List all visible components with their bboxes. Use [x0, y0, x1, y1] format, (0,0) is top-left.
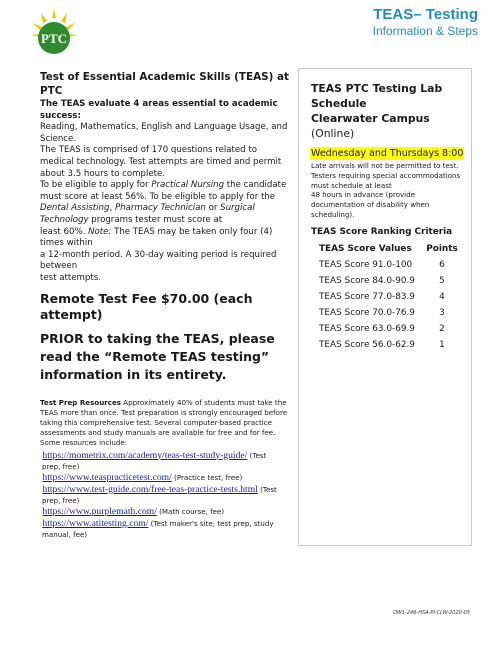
schedule-title-line: TEAS PTC Testing Lab: [311, 82, 443, 95]
prior-notice: PRIOR to taking the TEAS, please read the “Remote TEAS testing” information in its entirety.: [40, 330, 275, 382]
late-line: scheduling).: [311, 209, 355, 219]
remote-test-fee: Remote Test Fee $70.00 (each attempt): [40, 290, 253, 322]
late-line: must schedule at least: [311, 180, 392, 190]
score-range: TEAS Score 84.0-90.9: [319, 275, 415, 286]
eligible-text: the candidate must score at least 56%. To be eligible to apply for the: [40, 180, 287, 202]
link-note: prep, free): [42, 461, 80, 471]
link-note: (Test: [247, 450, 267, 460]
score-range: TEAS Score 70.0-76.9: [319, 307, 415, 318]
resource-link-item: [40, 484, 292, 506]
areas-list: Reading, Mathematics, English and Language Usage, and Science.: [40, 122, 288, 144]
late-line: Testers requiring special accommodations: [311, 170, 461, 180]
areas-bold: The TEAS evaluate 4 areas essential to academic success:: [40, 99, 278, 121]
areas-paragraph: [40, 99, 292, 145]
table-row: [311, 321, 461, 337]
note-text: The TEAS may be taken only four (4) times within: [40, 226, 273, 249]
score-table: [311, 241, 461, 353]
resource-link-item: [40, 472, 292, 484]
score-points: 4: [439, 291, 445, 302]
note-label: Note:: [88, 226, 112, 237]
link-test-guide[interactable]: https://www.test-guide.com/free-teas-practice-tests.html: [42, 483, 258, 495]
schedule-title-line: Schedule: [311, 97, 367, 110]
late-line: Late arrivals will not be permitted to test.: [311, 161, 459, 170]
link-note: manual, fee): [42, 529, 88, 539]
table-row: [311, 289, 461, 305]
link-mometrix[interactable]: https://mometrix.com/academy/teas-test-study-guide/: [42, 449, 248, 461]
score-range: TEAS Score 91.0-100: [319, 259, 413, 270]
campus-mode: (Online): [311, 127, 355, 140]
link-note: prep, free): [42, 495, 80, 505]
score-points: 5: [439, 275, 445, 286]
eligible-text: or: [205, 203, 221, 214]
score-points: 1: [439, 339, 445, 350]
score-range: TEAS Score 56.0-62.9: [319, 339, 415, 350]
table-row: [311, 305, 461, 321]
eligible-text: least 60%.: [40, 226, 89, 237]
page-title: TEAS– Testing: [373, 6, 478, 23]
schedule-box: [298, 68, 472, 546]
note-text: test attempts.: [40, 272, 101, 283]
page-subtitle: Information & Steps: [372, 24, 478, 38]
program-dental-assisting: Dental Assisting: [40, 203, 110, 214]
prep-resources-paragraph: [40, 398, 292, 448]
eligibility-paragraph: [40, 180, 292, 284]
link-teaspracticetest[interactable]: https://www.teaspracticetest.com/: [42, 471, 172, 483]
eligible-text: ,: [109, 203, 115, 214]
comprised-paragraph: The TEAS is comprised of 170 questions related to medical technology. Test attempts are timed and permit about 3.5 hours to complete.: [40, 145, 282, 179]
score-criteria-heading: TEAS Score Ranking Criteria: [311, 226, 453, 237]
prep-text: Approximately 40% of students must take the TEAS more than once. Test preparation is strongly encouraged before taking this comprehensive test. Several computer-based practice assessments and study manuals are available for free and for fee. Some resources include:: [40, 397, 288, 447]
late-line: documentation of disability when: [311, 200, 430, 210]
col-points: Points: [426, 243, 458, 254]
link-note: (Test maker's site; test prep, study: [148, 518, 274, 528]
testing-days: Wednesday and Thursdays 8:00: [311, 148, 464, 159]
table-row: [311, 337, 461, 353]
table-row: [311, 257, 461, 273]
campus-line: [311, 111, 471, 141]
prep-label: Test Prep Resources: [40, 397, 122, 407]
note-text: a 12-month period. A 30-day waiting period is required between: [40, 249, 277, 272]
table-row: [311, 273, 461, 289]
schedule-title: [311, 81, 471, 111]
eligible-text: To be eligible to apply for: [40, 180, 152, 191]
ptc-logo: [30, 8, 78, 56]
eligible-text: programs tester must score at: [88, 214, 223, 225]
link-note: (Test: [257, 484, 277, 494]
resource-link-item: [40, 518, 292, 540]
score-points: 6: [439, 259, 445, 270]
resource-link-item: [40, 450, 292, 472]
late-line: 48 hours in advance (provide: [311, 190, 416, 200]
link-atitesting[interactable]: https://www.atitesting.com/: [42, 517, 149, 529]
header-title-block: [373, 6, 478, 39]
teas-heading: Test of Essential Academic Skills (TEAS) at PTC: [40, 71, 289, 97]
program-surgical-technology: Surgical Technology: [40, 203, 255, 225]
score-range: TEAS Score 63.0-69.9: [319, 323, 415, 334]
resource-links: [40, 450, 292, 540]
program-pharmacy-technician: Pharmacy Technician: [114, 203, 206, 214]
link-note: (Practice test, free): [171, 472, 243, 482]
document-code: OW1-246-HSA-PI-CLW-2020-05: [393, 610, 470, 616]
resource-link-item: [40, 506, 292, 518]
score-table-header: [311, 241, 461, 257]
late-arrival-notice: [311, 161, 471, 220]
program-practical-nursing: Practical Nursing: [151, 180, 225, 191]
score-points: 3: [439, 307, 445, 318]
left-column: [40, 70, 292, 540]
link-note: (Math course, fee): [156, 506, 225, 516]
logo-text: PTC: [41, 31, 67, 46]
campus-name: Clearwater Campus: [311, 112, 430, 125]
col-score-values: TEAS Score Values: [319, 243, 412, 254]
score-points: 2: [439, 323, 445, 334]
score-range: TEAS Score 77.0-83.9: [319, 291, 415, 302]
link-purplemath[interactable]: https://www.purplemath.com/: [42, 505, 157, 517]
